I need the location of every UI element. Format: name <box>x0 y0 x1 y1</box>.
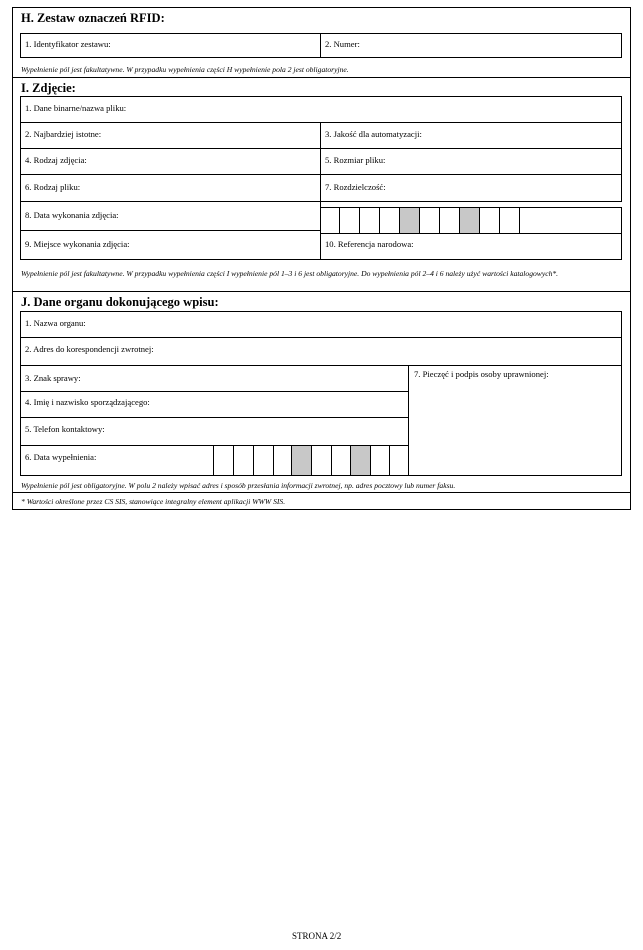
rfid-set-id-label: 1. Identyfikator zestawu: <box>25 39 111 49</box>
date-digit-box[interactable] <box>389 446 408 475</box>
file-size-label: 5. Rozmiar pliku: <box>325 155 386 165</box>
date-box-end <box>519 208 623 233</box>
file-size-field[interactable] <box>320 148 622 175</box>
rfid-set-id-field[interactable] <box>20 33 321 58</box>
section-i-title: I. Zdjęcie: <box>21 81 76 95</box>
date-digit-box[interactable] <box>379 208 399 233</box>
case-reference-label: 3. Znak sprawy: <box>25 373 81 383</box>
divider-i-j <box>12 291 631 292</box>
date-separator-box <box>291 446 311 475</box>
photo-location-field[interactable] <box>20 230 321 260</box>
date-digit-box[interactable] <box>439 208 459 233</box>
date-digit-box[interactable] <box>311 446 331 475</box>
date-digit-box[interactable] <box>339 208 359 233</box>
divider-footnote <box>12 492 631 493</box>
photo-date-label: 8. Data wykonania zdjęcia: <box>25 210 119 220</box>
date-digit-box[interactable] <box>499 208 519 233</box>
section-h-title: H. Zestaw oznaczeń RFID: <box>21 11 165 25</box>
preparer-name-label: 4. Imię i nazwisko sporządzającego: <box>25 397 150 407</box>
date-separator-box <box>350 446 370 475</box>
file-type-label: 6. Rodzaj pliku: <box>25 182 81 192</box>
contact-phone-field[interactable] <box>20 417 409 446</box>
fill-date-label: 6. Data wypełnienia: <box>25 452 97 462</box>
national-reference-field[interactable] <box>320 233 622 260</box>
national-reference-label: 10. Referencja narodowa: <box>325 239 414 249</box>
resolution-field[interactable] <box>320 174 622 202</box>
photo-date-field[interactable] <box>20 201 321 231</box>
section-j-title: J. Dane organu dokonującego wpisu: <box>21 295 219 309</box>
authority-name-field[interactable] <box>20 311 622 338</box>
date-digit-box[interactable] <box>419 208 439 233</box>
photo-binary-data-field[interactable] <box>20 96 622 123</box>
automation-quality-label: 3. Jakość dla automatyzacji: <box>325 129 422 139</box>
authority-name-label: 1. Nazwa organu: <box>25 318 86 328</box>
most-relevant-label: 2. Najbardziej istotne: <box>25 129 102 139</box>
most-relevant-field[interactable] <box>20 122 321 149</box>
section-j-note: Wypełnienie pól jest obligatoryjne. W polu 2 należy wpisać adres i sposób przesłania informacji zwrotnej, np. adres pocztowy lub numer faksu. <box>21 481 456 490</box>
file-type-field[interactable] <box>20 174 321 202</box>
rfid-number-label: 2. Numer: <box>325 39 360 49</box>
date-digit-box[interactable] <box>331 446 350 475</box>
section-i-note: Wypełnienie pól jest fakultatywne. W przypadku wypełnienia części I wypełnienie pól 1–3 i 6 jest obligatoryjne. Do wypełnienia pól 2–4 i 6 należy użyć wartości katalogowych*. <box>21 269 559 278</box>
photo-binary-data-label: 1. Dane binarne/nazwa pliku: <box>25 103 127 113</box>
fill-date-field[interactable] <box>20 445 409 476</box>
date-digit-box[interactable] <box>273 446 291 475</box>
stamp-signature-label: 7. Pieczęć i podpis osoby uprawnionej: <box>414 369 549 379</box>
date-digit-box[interactable] <box>479 208 499 233</box>
rfid-number-field[interactable] <box>320 33 622 58</box>
date-digit-box[interactable] <box>253 446 273 475</box>
date-digit-box[interactable] <box>213 446 233 475</box>
date-separator-box <box>459 208 479 233</box>
page-number: STRONA 2/2 <box>292 931 342 941</box>
date-digit-box[interactable] <box>359 208 379 233</box>
photo-location-label: 9. Miejsce wykonania zdjęcia: <box>25 239 130 249</box>
preparer-name-field[interactable] <box>20 391 409 418</box>
photo-type-field[interactable] <box>20 148 321 175</box>
contact-phone-label: 5. Telefon kontaktowy: <box>25 424 105 434</box>
date-digit-box[interactable] <box>233 446 253 475</box>
date-separator-box <box>399 208 419 233</box>
resolution-label: 7. Rozdzielczość: <box>325 182 386 192</box>
automation-quality-field[interactable] <box>320 122 622 149</box>
footnote: * Wartości określone przez CS SIS, stanowiące integralny element aplikacji WWW SIS. <box>21 497 286 506</box>
date-digit-box[interactable] <box>370 446 389 475</box>
section-h-note: Wypełnienie pól jest fakultatywne. W przypadku wypełnienia części H wypełnienie pola 2 jest obligatoryjne. <box>21 65 349 74</box>
photo-type-label: 4. Rodzaj zdjęcia: <box>25 155 87 165</box>
return-address-field[interactable] <box>20 337 622 366</box>
stamp-signature-field[interactable] <box>408 365 622 476</box>
photo-date-boxes[interactable] <box>320 207 622 234</box>
return-address-label: 2. Adres do korespondencji zwrotnej: <box>25 344 154 354</box>
case-reference-field[interactable] <box>20 365 409 392</box>
divider-h-i <box>12 77 631 78</box>
